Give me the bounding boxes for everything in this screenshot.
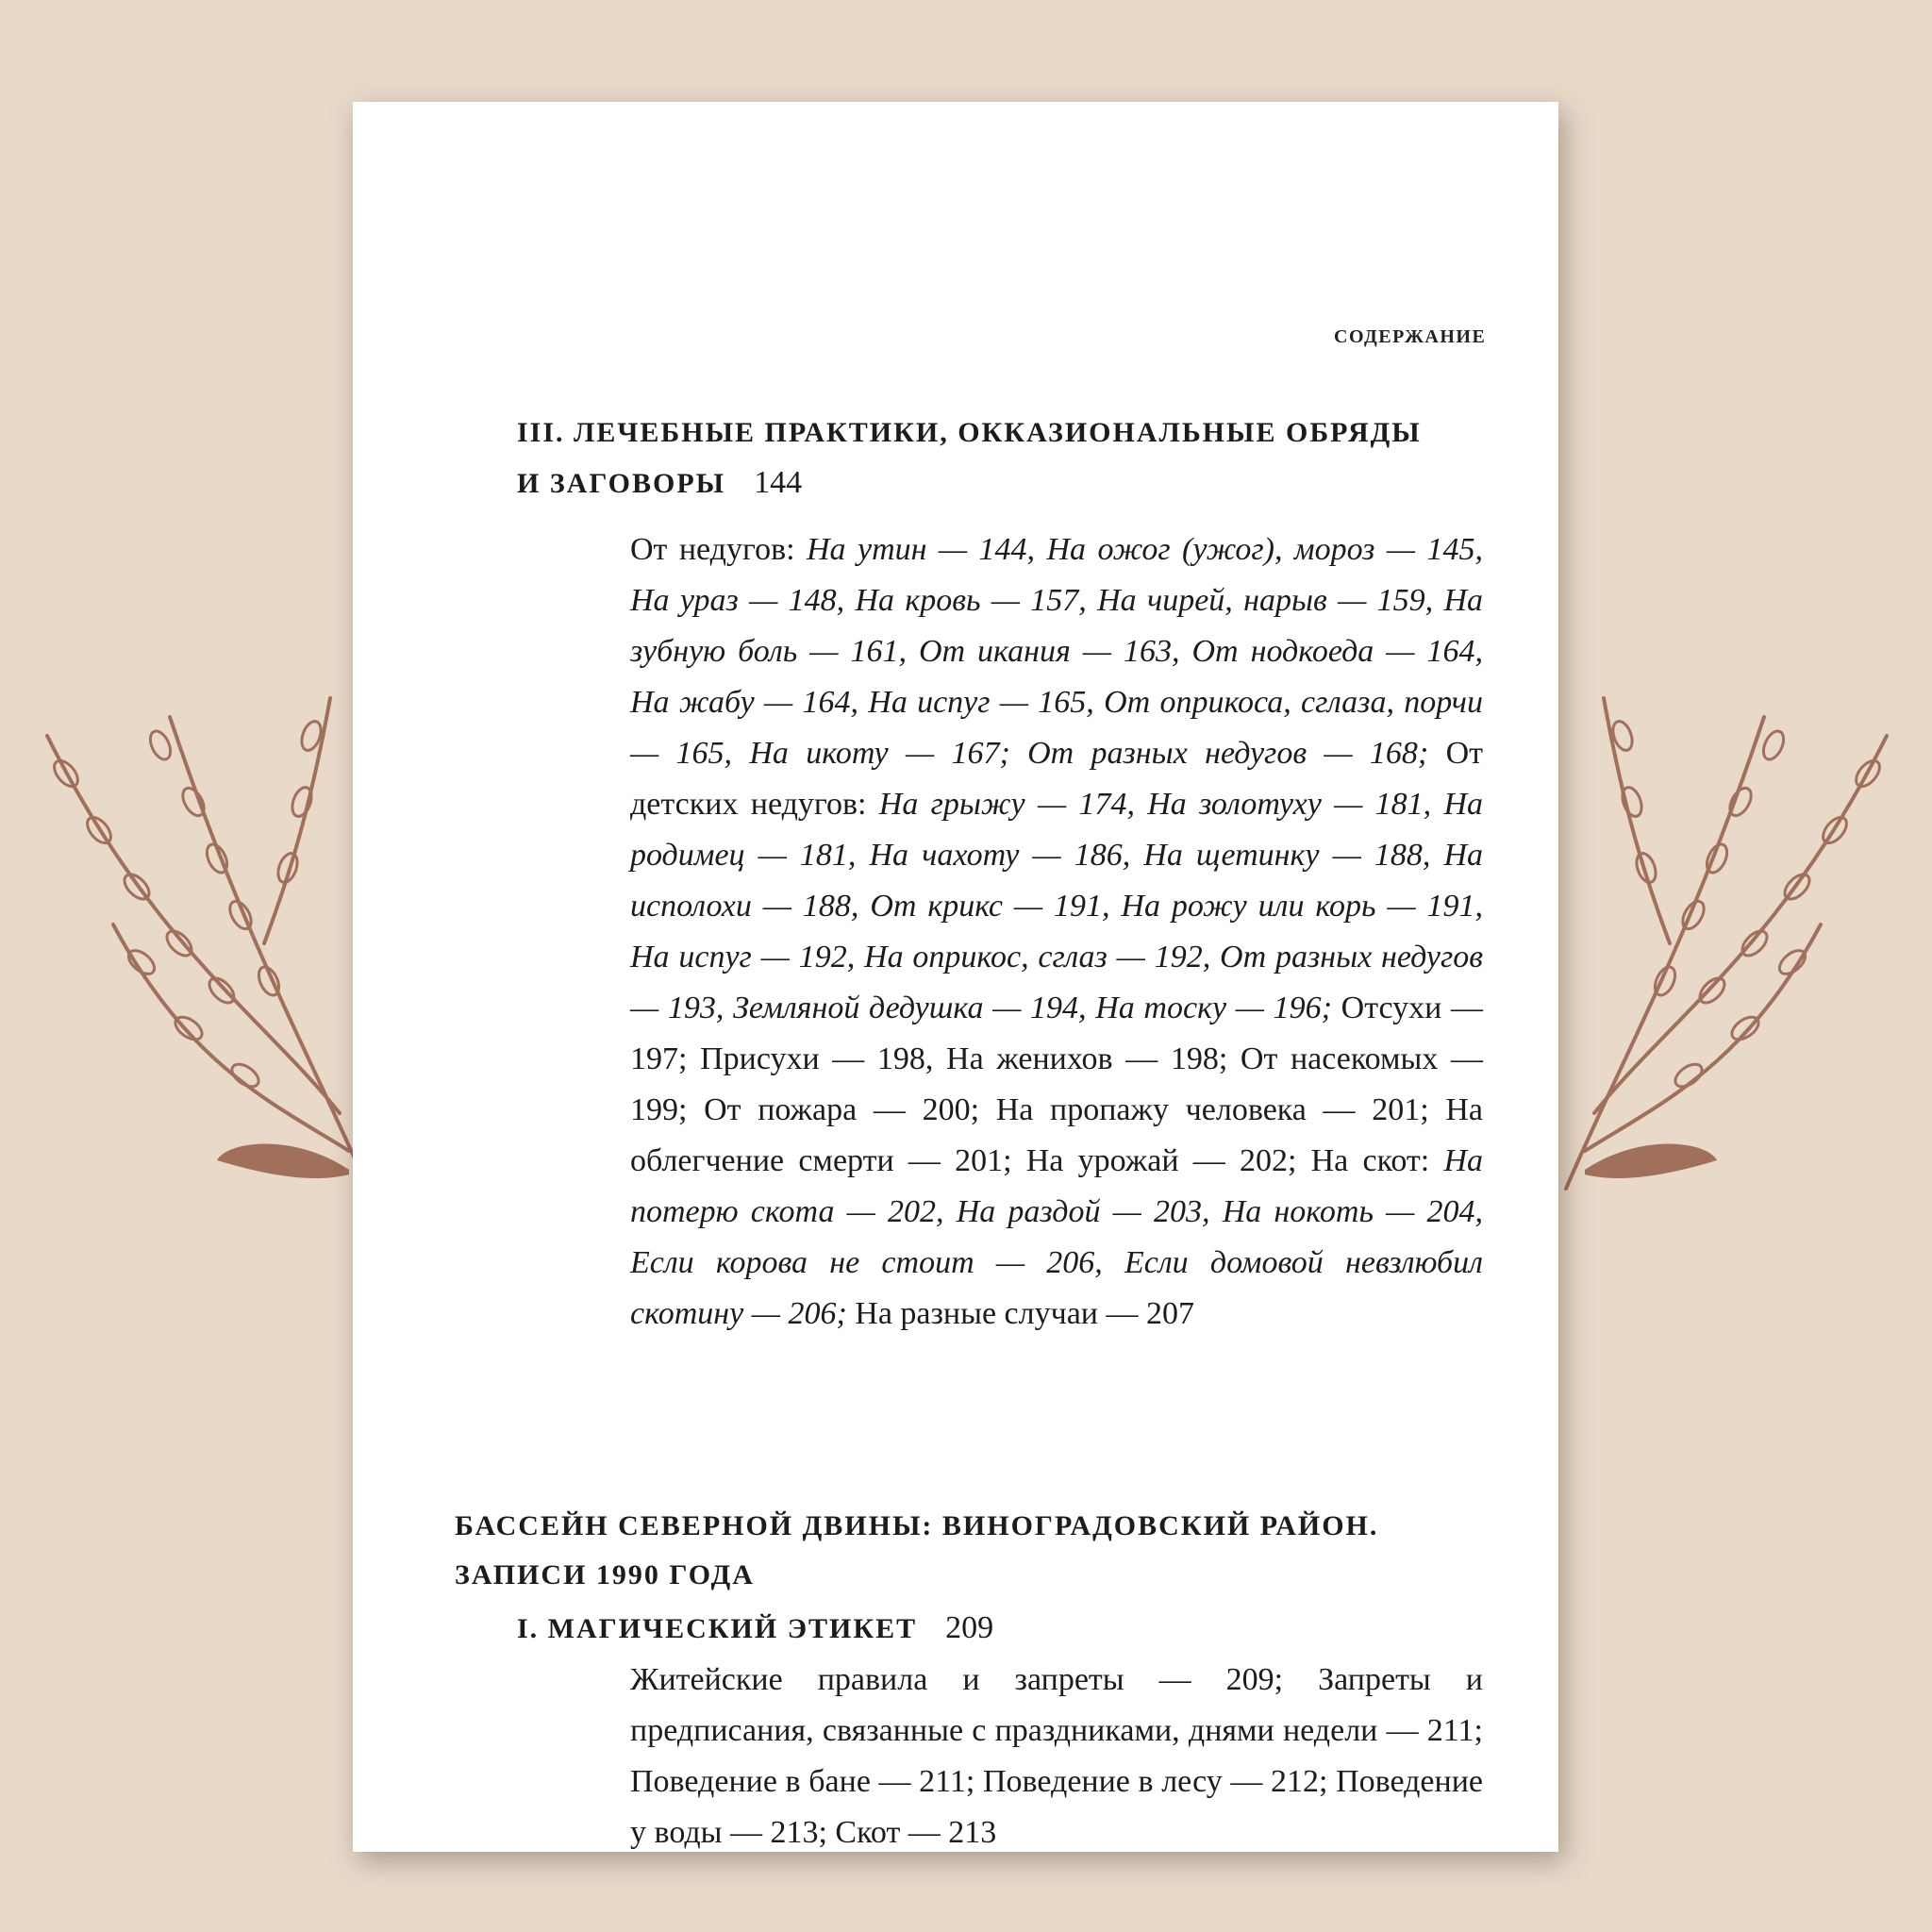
- section-3-page-number: 144: [754, 465, 803, 500]
- willow-branch-right-icon: [1509, 660, 1906, 1245]
- section-3-title-line-2: И ЗАГОВОРЫ 144: [517, 465, 803, 500]
- section-3-entries: [630, 525, 1483, 1340]
- section-1-title: I. МАГИЧЕСКИЙ ЭТИКЕТ 209: [517, 1610, 994, 1645]
- section-1-entries: Житейские правила и запреты — 209; Запреты и предписания, связанные с праздниками, днями недели — 211; Поведение в бане — 211; Поведение в лесу — 212; Поведение у воды — 213; Скот — 213: [630, 1662, 1483, 1850]
- entry-run-4: Отсухи — 197; Присухи — 198, На женихов — 198; От насекомых — 199; От пожара — 200; На пропажу человека — 201; На облегчение смерти — 201; На урожай — 202; На скот:: [630, 991, 1483, 1178]
- entry-run-2: От детских недугов:: [630, 736, 1483, 822]
- basin-title-line-1: БАССЕЙН СЕВЕРНОЙ ДВИНЫ: ВИНОГРАДОВСКИЙ РАЙОН.: [455, 1510, 1379, 1541]
- running-head: СОДЕРЖАНИЕ: [1334, 326, 1487, 347]
- section-3-title-line-1: III. ЛЕЧЕБНЫЕ ПРАКТИКИ, ОККАЗИОНАЛЬНЫЕ ОБРЯДЫ: [517, 417, 1422, 448]
- entry-run-1: На утин — 144, На ожог (ужог), мороз — 145, На ураз — 148, На кровь — 157, На чирей, нарыв — 159, На зубную боль — 161, От икания — 163, От нодкоеда — 164, На жабу — 164, На испуг — 165, От оприкоса, сглаза, порчи — 165, На икоту — 167; От разных недугов — 168;: [630, 532, 1483, 771]
- section-1-page-number: 209: [945, 1610, 994, 1645]
- entry-run-5: На потерю скота — 202, На раздой — 203, На нокоть — 204, Если корова не стоит — 206, Если домовой невзлюбил скотину — 206;: [630, 1143, 1483, 1331]
- entry-run-0: От недугов:: [630, 532, 807, 567]
- basin-title-line-2: ЗАПИСИ 1990 ГОДА: [455, 1559, 755, 1591]
- book-page: [353, 102, 1558, 1852]
- entry-run-6: На разные случаи — 207: [855, 1296, 1195, 1331]
- entry-run-3: На грыжу — 174, На золотуху — 181, На родимец — 181, На чахоту — 186, На щетинку — 188, На исполохи — 188, От крикс — 191, На рожу или корь — 191, На испуг — 192, На оприкос, сглаз — 192, От разных недугов — 193, Земляной дедушка — 194, На тоску — 196;: [630, 787, 1484, 1025]
